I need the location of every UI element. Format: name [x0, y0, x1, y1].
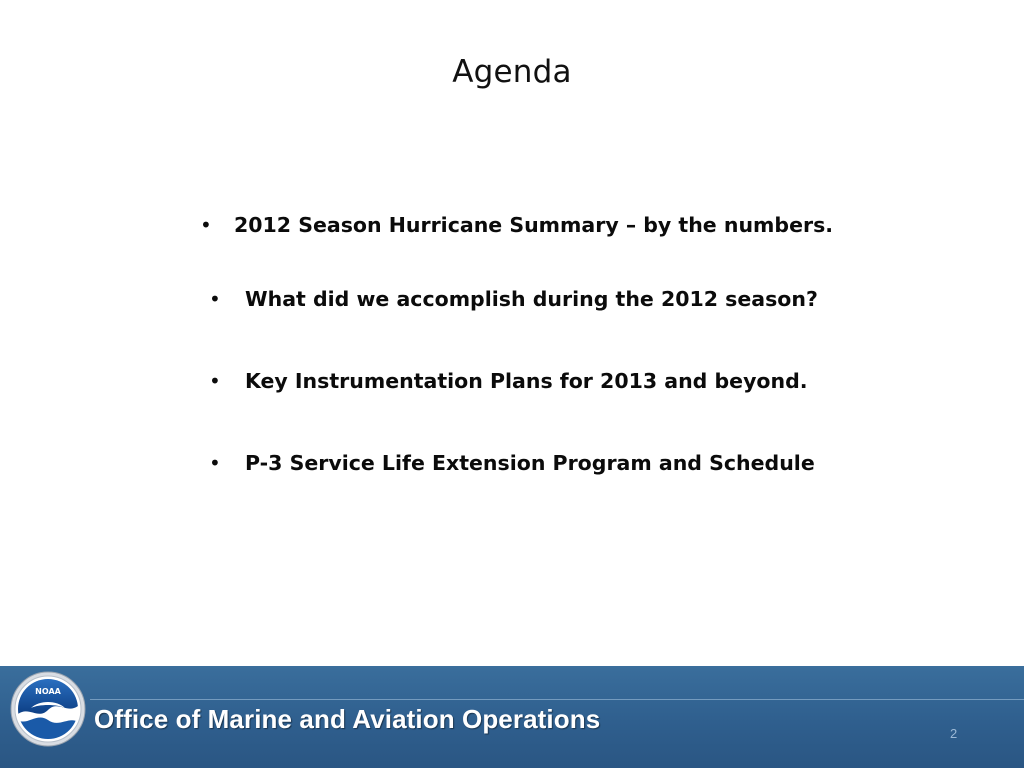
footer-divider — [90, 699, 1024, 700]
slide-title: Agenda — [452, 54, 572, 90]
logo-text: NOAA — [35, 687, 61, 696]
organization-name: Office of Marine and Aviation Operations — [94, 704, 601, 734]
agenda-item — [209, 451, 815, 475]
agenda-item-text: 2012 Season Hurricane Summary – by the numbers. — [234, 213, 834, 237]
agenda-item — [209, 287, 818, 311]
noaa-seal-icon — [9, 670, 87, 748]
footer-band — [0, 666, 1024, 768]
agenda-item — [209, 369, 808, 393]
agenda-item — [200, 213, 833, 237]
agenda-item-text: What did we accomplish during the 2012 season? — [245, 287, 818, 311]
page-number: 2 — [950, 726, 958, 741]
bullet-marker: • — [209, 451, 221, 475]
bullet-marker: • — [209, 369, 221, 393]
bullet-marker: • — [209, 287, 221, 311]
bullet-marker: • — [200, 213, 212, 237]
agenda-item-text: Key Instrumentation Plans for 2013 and beyond. — [245, 369, 808, 393]
agenda-item-text: P-3 Service Life Extension Program and Schedule — [245, 451, 815, 475]
